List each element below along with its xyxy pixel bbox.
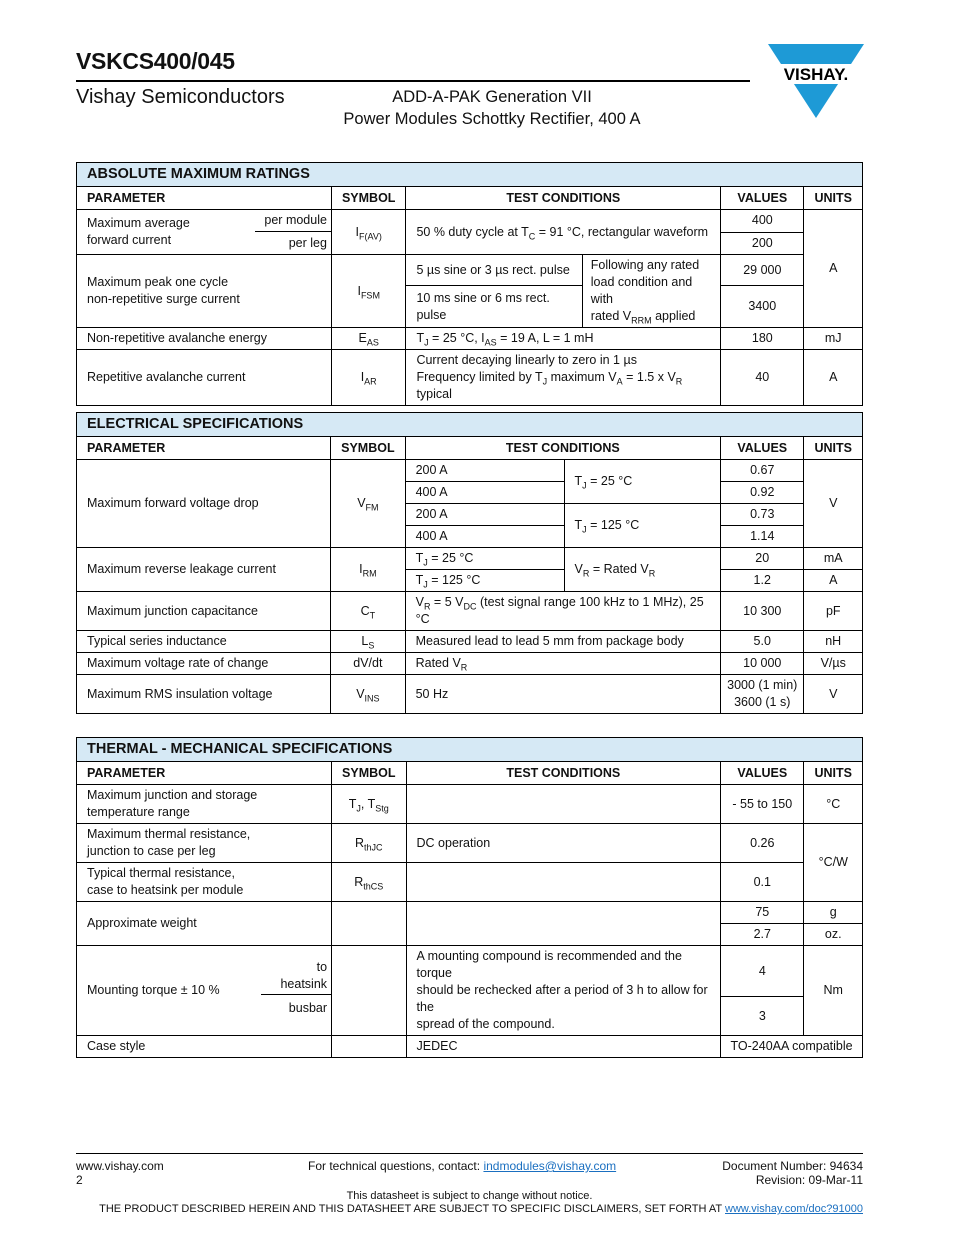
symbol-cell [332, 1036, 406, 1058]
condition-cell: 200 A [405, 504, 564, 526]
unit-cell: V [804, 460, 863, 548]
symbol-cell: $I_{F(AV)}$ [331, 210, 405, 255]
thermal-mechanical-specifications-table [76, 737, 863, 1058]
condition-cell: Current decaying linearly to zero in 1 µs Frequency limited by $T_J$ maximum $V_A = 1.5$ x $V_R$ typical [406, 350, 721, 406]
table-row [77, 946, 863, 997]
table-row [77, 328, 863, 350]
param-cell: Typical series inductance [77, 631, 331, 653]
col-parameter: PARAMETER [77, 187, 332, 210]
symbol-cell: $I_{AR}$ [331, 350, 405, 406]
unit-cell: nH [804, 631, 863, 653]
symbol-cell: $I_{RM}$ [331, 548, 405, 592]
unit-cell: A [804, 570, 863, 592]
value-cell: 3000 (1 min) 3600 (1 s) [721, 675, 804, 714]
col-values: VALUES [721, 762, 804, 785]
param-cell: Maximum junction and storage temperature range [77, 785, 332, 824]
param-cell: Repetitive avalanche current [77, 350, 332, 406]
value-cell: TO-240AA compatible [721, 1036, 863, 1058]
condition-cell [406, 785, 721, 824]
sub-condition: to heatsink [261, 958, 331, 995]
contact-label: For technical questions, contact: [308, 1159, 484, 1173]
value-cell: 0.1 [721, 863, 804, 902]
param-cell: Non-repetitive avalanche energy [77, 328, 332, 350]
symbol-cell: $I_{FSM}$ [331, 255, 405, 328]
param-cell: Maximum junction capacitance [77, 592, 331, 631]
symbol-cell: $C_T$ [331, 592, 405, 631]
value-cell: 1.2 [721, 570, 804, 592]
column-header-row [77, 762, 863, 785]
param-cell: Maximum RMS insulation voltage [77, 675, 331, 714]
condition-cell: DC operation [406, 824, 721, 863]
revision: Revision: 09-Mar-11 [755, 1173, 863, 1187]
contact-email-link[interactable]: indmodules@vishay.com [483, 1159, 617, 1173]
param-line: Maximum average [87, 216, 190, 230]
condition-cell: $T_J = 25$ °C, $I_{AS} = 19$ A, L = 1 mH [406, 328, 721, 350]
symbol-cell: $T_J$, $T_{Stg}$ [332, 785, 406, 824]
table-row [77, 631, 863, 653]
condition-cell: $T_J = 25$ °C [405, 548, 564, 570]
value-cell: 2.7 [721, 924, 804, 946]
footer-notice: This datasheet is subject to change without notice. [346, 1190, 593, 1202]
value-cell: 10 000 [721, 653, 804, 675]
condition-cell: 400 A [405, 482, 564, 504]
footer-rule [76, 1153, 863, 1154]
symbol-cell: $E_{AS}$ [331, 328, 405, 350]
unit-cell: g [804, 902, 863, 924]
table-row [77, 653, 863, 675]
unit-cell: mA [804, 548, 863, 570]
condition-cell: $T_J = 25$ °C [564, 460, 721, 504]
table-row [77, 350, 863, 406]
param-cell: Maximum voltage rate of change [77, 653, 331, 675]
column-header-row [77, 437, 863, 460]
disclaimer-link[interactable]: www.vishay.com/doc?91000 [725, 1203, 863, 1215]
document-number: Document Number: 94634 [722, 1159, 863, 1173]
value-cell: 10 300 [721, 592, 804, 631]
param-cell: Case style [77, 1036, 332, 1058]
vishay-logo [768, 44, 864, 118]
footer-left [76, 1159, 164, 1187]
unit-cell: V/µs [804, 653, 863, 675]
unit-cell: oz. [804, 924, 863, 946]
condition-cell: $V_R$ = Rated $V_R$ [564, 548, 721, 592]
col-units: UNITS [804, 187, 863, 210]
subtitle-line-1: ADD-A-PAK Generation VII [392, 88, 592, 106]
table-row [77, 785, 863, 824]
value-cell: 180 [721, 328, 804, 350]
col-units: UNITS [804, 437, 863, 460]
value-cell: 0.26 [721, 824, 804, 863]
condition-cell: 50 % duty cycle at $T_C = 91$ °C, rectangular waveform [406, 210, 721, 255]
sub-condition: per module [255, 210, 331, 232]
value-cell: 20 [721, 548, 804, 570]
value-cell: 3 [721, 997, 804, 1036]
param-cell: Maximum reverse leakage current [77, 548, 331, 592]
condition-cell: 5 µs sine or 3 µs rect. pulse [406, 255, 582, 286]
condition-cell: 200 A [405, 460, 564, 482]
unit-cell: mJ [804, 328, 863, 350]
col-values: VALUES [721, 437, 804, 460]
condition-cell: Rated $V_R$ [405, 653, 720, 675]
symbol-cell: $R_{thJC}$ [332, 824, 406, 863]
value-cell: - 55 to 150 [721, 785, 804, 824]
col-values: VALUES [721, 187, 804, 210]
table-row [77, 824, 863, 863]
condition-cell: 50 Hz [405, 675, 720, 714]
sub-condition: busbar [288, 1001, 328, 1015]
value-cell: 40 [721, 350, 804, 406]
condition-cell [406, 902, 721, 946]
symbol-cell [332, 946, 406, 1036]
condition-cell: $T_J = 125$ °C [564, 504, 721, 548]
condition-note-cell: Following any rated load condition and with rated $V_{RRM}$ applied [582, 255, 720, 328]
col-symbol: SYMBOL [332, 762, 406, 785]
value-cell: 29 000 [721, 255, 804, 286]
logo-text: VISHAY. [783, 65, 849, 84]
param-cell: Typical thermal resistance, case to heatsink per module [77, 863, 332, 902]
table-row [77, 863, 863, 902]
param-line: forward current [87, 233, 172, 247]
value-cell: 0.92 [721, 482, 804, 504]
footer-disclaimer [99, 1203, 863, 1216]
condition-cell: 10 ms sine or 6 ms rect. pulse [406, 286, 582, 328]
table-row [77, 675, 863, 714]
unit-cell: °C [804, 785, 863, 824]
condition-cell: Measured lead to lead 5 mm from package body [405, 631, 720, 653]
col-symbol: SYMBOL [331, 437, 405, 460]
value-cell: 400 [721, 210, 804, 233]
condition-cell: JEDEC [406, 1036, 721, 1058]
footer-right [722, 1159, 863, 1187]
unit-cell: °C/W [804, 824, 863, 902]
param-cell [77, 210, 332, 255]
unit-cell: V [804, 675, 863, 714]
unit-cell: A [804, 350, 863, 406]
col-test-conditions: TEST CONDITIONS [405, 437, 720, 460]
value-cell: 1.14 [721, 526, 804, 548]
param-cell [77, 946, 332, 1036]
table-row [77, 460, 863, 482]
part-number: VSKCS400/045 [76, 48, 235, 74]
value-cell: 0.67 [721, 460, 804, 482]
website-link[interactable]: www.vishay.com [76, 1159, 164, 1173]
section-title: THERMAL - MECHANICAL SPECIFICATIONS [77, 738, 863, 762]
value-cell: 5.0 [721, 631, 804, 653]
table-row [77, 255, 863, 286]
condition-cell: $T_J = 125$ °C [405, 570, 564, 592]
section-title: ABSOLUTE MAXIMUM RATINGS [77, 163, 863, 187]
col-test-conditions: TEST CONDITIONS [406, 187, 721, 210]
table-row [77, 592, 863, 631]
col-test-conditions: TEST CONDITIONS [406, 762, 721, 785]
value-cell: 0.73 [721, 504, 804, 526]
document-subtitle [300, 86, 684, 130]
condition-cell: $V_R = 5$ $V_{DC}$ (test signal range 100 kHz to 1 MHz), 25 °C [405, 592, 720, 631]
symbol-cell: $L_S$ [331, 631, 405, 653]
param-cell: Maximum thermal resistance, junction to case per leg [77, 824, 332, 863]
table-row [77, 902, 863, 924]
col-units: UNITS [804, 762, 863, 785]
table-row [77, 548, 863, 570]
symbol-cell [332, 902, 406, 946]
unit-cell: Nm [804, 946, 863, 1036]
symbol-cell: dV/dt [331, 653, 405, 675]
param-cell: Maximum forward voltage drop [77, 460, 331, 548]
table-row [77, 1036, 863, 1058]
header-rule [76, 80, 750, 82]
unit-cell: A [804, 210, 863, 328]
condition-cell: 400 A [405, 526, 564, 548]
disclaimer-text: THE PRODUCT DESCRIBED HEREIN AND THIS DATASHEET ARE SUBJECT TO SPECIFIC DISCLAIMERS, SET FORTH AT [99, 1203, 726, 1215]
unit-cell: pF [804, 592, 863, 631]
symbol-cell: $V_{FM}$ [331, 460, 405, 548]
subtitle-line-2: Power Modules Schottky Rectifier, 400 A [343, 110, 641, 128]
value-cell: 4 [721, 946, 804, 997]
condition-cell [406, 863, 721, 902]
param-line: Mounting torque ± 10 % [87, 983, 220, 997]
col-symbol: SYMBOL [331, 187, 405, 210]
company-name: Vishay Semiconductors [76, 86, 285, 108]
col-parameter: PARAMETER [77, 762, 332, 785]
column-header-row [77, 187, 863, 210]
condition-cell: A mounting compound is recommended and the torque should be rechecked after a period of 3 h to allow for the spread of the compound. [406, 946, 721, 1036]
col-parameter: PARAMETER [77, 437, 331, 460]
symbol-cell: $V_{INS}$ [331, 675, 405, 714]
sub-condition: per leg [288, 236, 327, 250]
symbol-cell: $R_{thCS}$ [332, 863, 406, 902]
electrical-specifications-table [76, 412, 863, 714]
param-cell: Maximum peak one cycle non-repetitive surge current [77, 255, 332, 328]
table-row [77, 210, 863, 233]
value-cell: 200 [721, 232, 804, 255]
absolute-maximum-ratings-table [76, 162, 863, 406]
section-title: ELECTRICAL SPECIFICATIONS [77, 413, 863, 437]
footer-contact [308, 1159, 616, 1173]
value-cell: 75 [721, 902, 804, 924]
param-cell: Approximate weight [77, 902, 332, 946]
page-number: 2 [76, 1173, 83, 1187]
value-cell: 3400 [721, 286, 804, 328]
